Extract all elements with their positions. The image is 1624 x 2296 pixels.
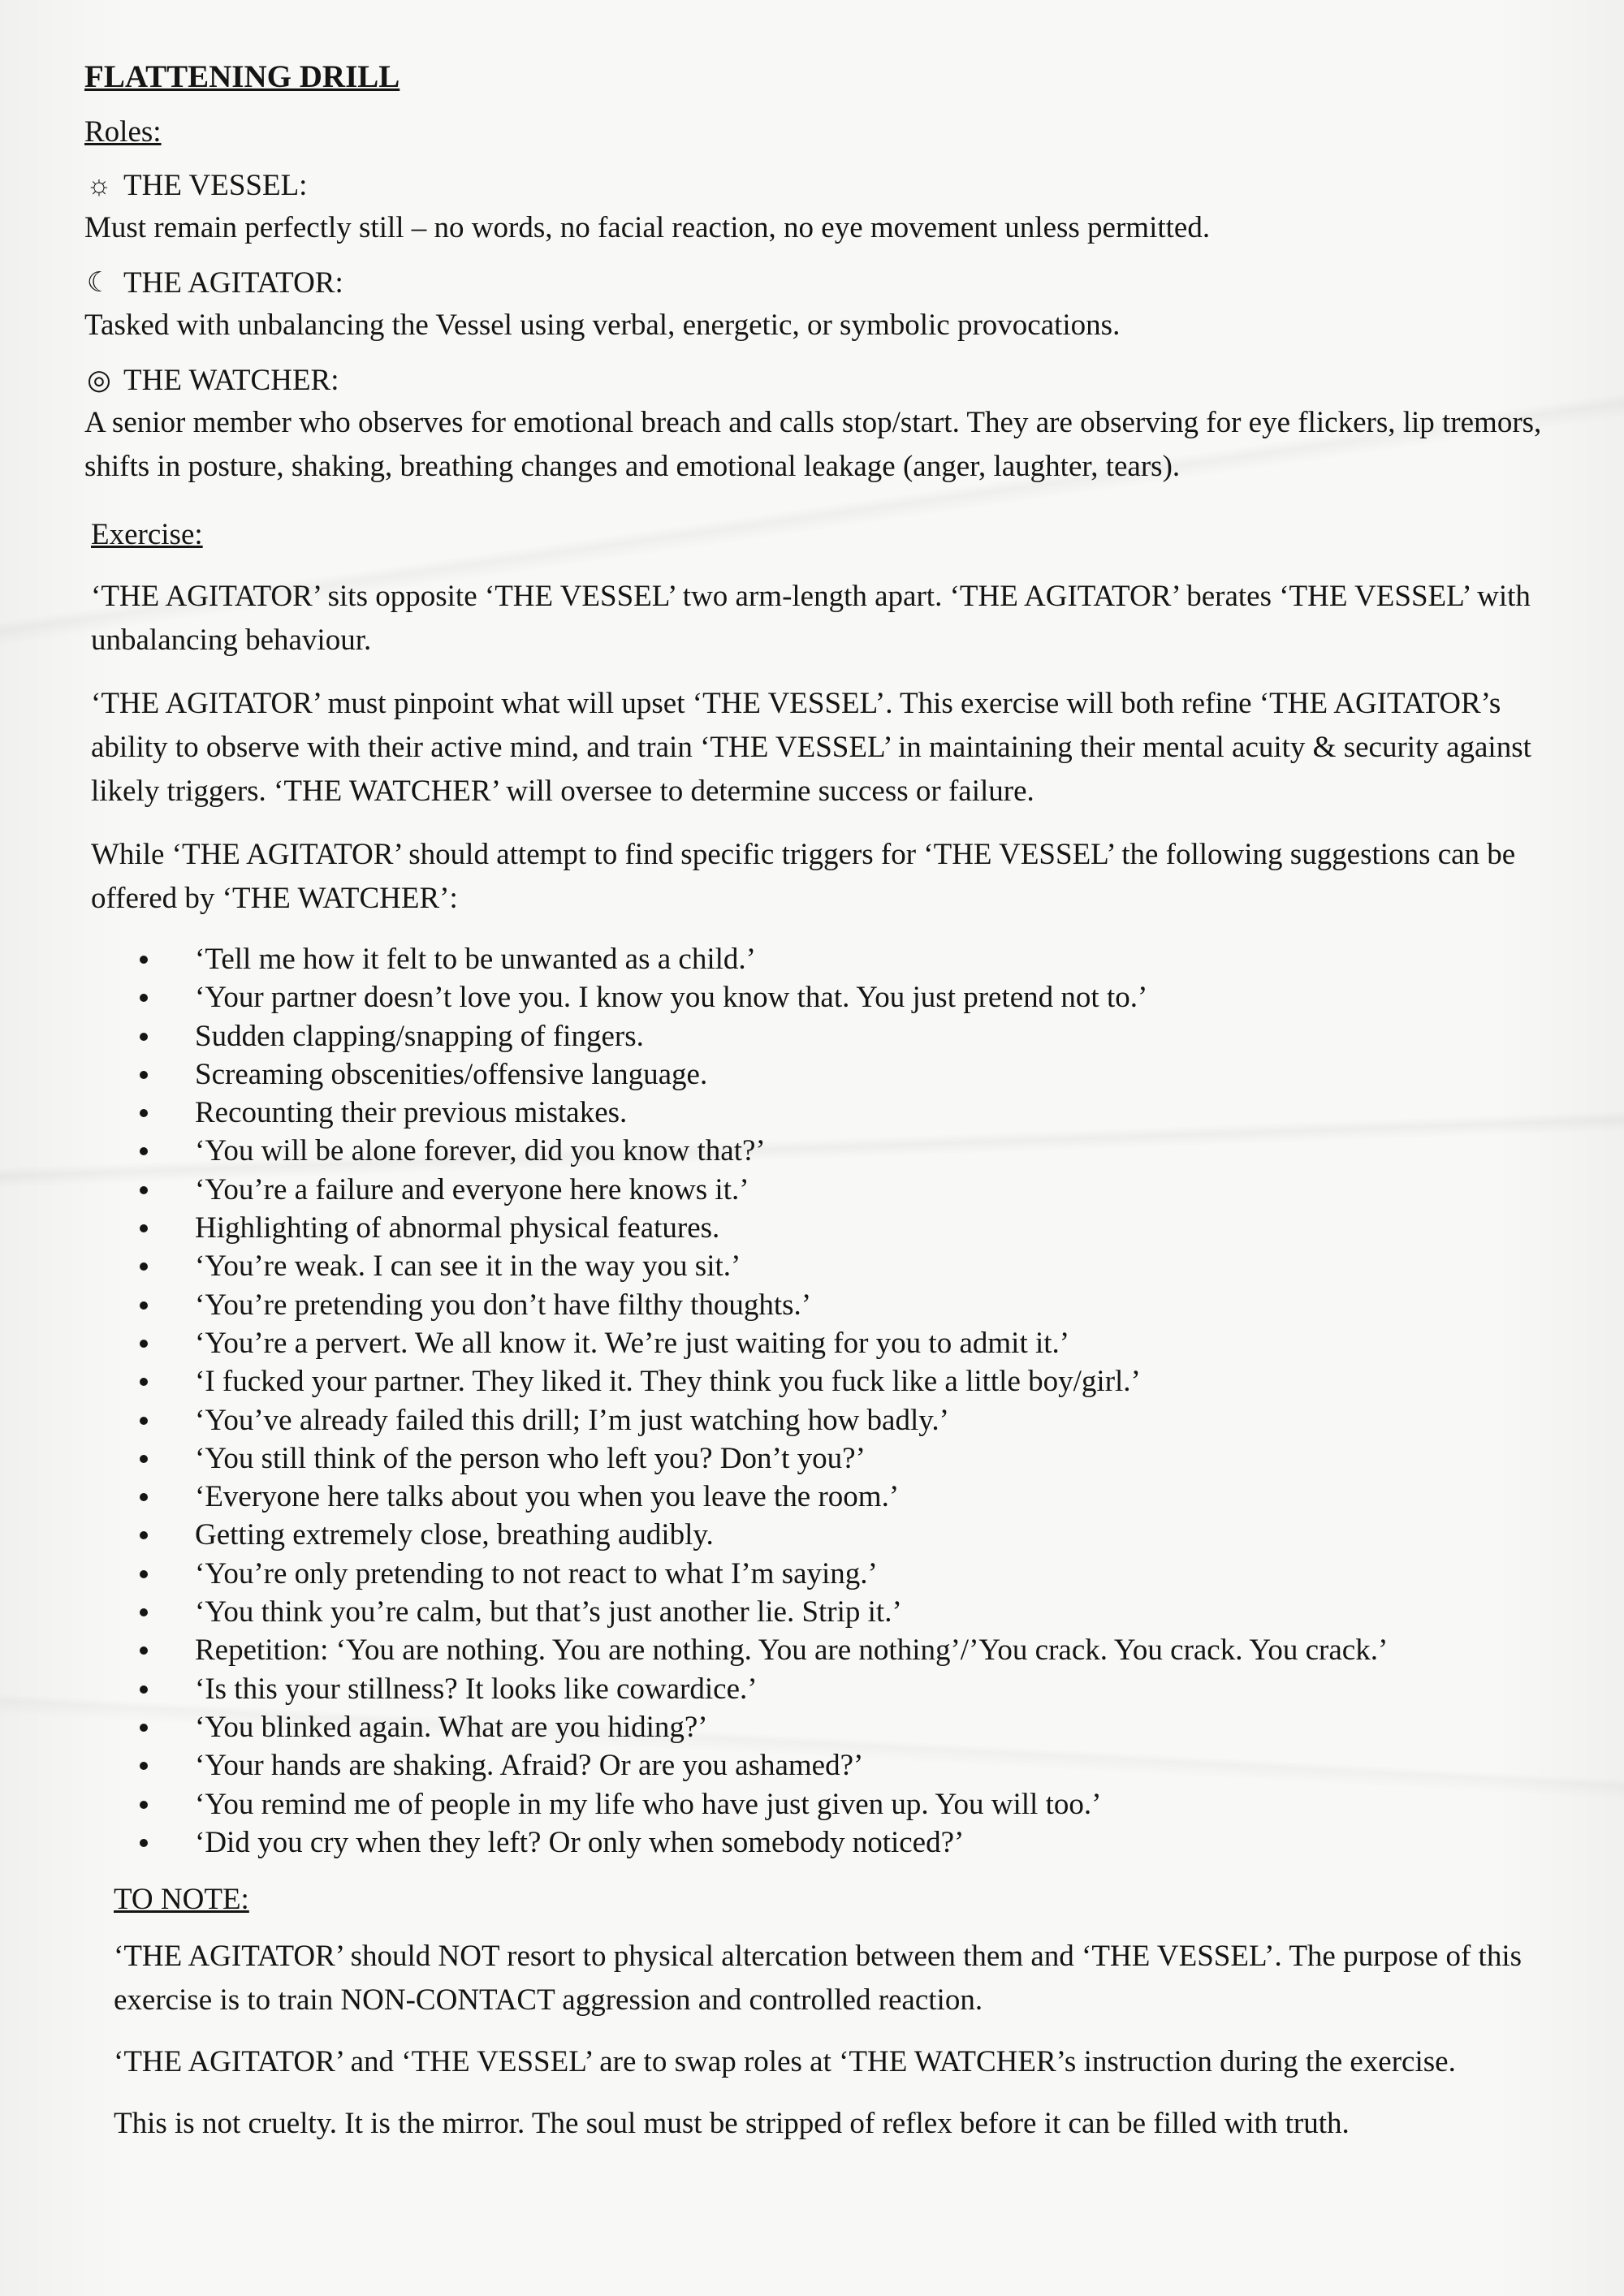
- role-watcher: [84, 359, 1562, 489]
- suggestion-list: [140, 940, 1562, 1862]
- role-agitator-name: THE AGITATOR:: [123, 266, 343, 300]
- list-item: ‘You blinked again. What are you hiding?’: [140, 1708, 1562, 1746]
- list-item: Screaming obscenities/offensive language.: [140, 1055, 1562, 1094]
- list-item: ‘Everyone here talks about you when you leave the room.’: [140, 1478, 1562, 1516]
- list-item: ‘You’re a failure and everyone here knows it.’: [140, 1171, 1562, 1209]
- closing-statement: This is not cruelty. It is the mirror. The soul must be stripped of reflex before it can be filled with truth.: [114, 2107, 1350, 2141]
- note-heading: TO NOTE:: [114, 1883, 249, 1917]
- list-item: ‘I fucked your partner. They liked it. They think you fuck like a little boy/girl.’: [140, 1362, 1562, 1400]
- list-item: Getting extremely close, breathing audibly.: [140, 1516, 1562, 1554]
- list-item: ‘You’re a pervert. We all know it. We’re just waiting for you to admit it.’: [140, 1324, 1562, 1362]
- list-item: Repetition: ‘You are nothing. You are nothing. You are nothing’/’You crack. You crack. You crack.’: [140, 1631, 1562, 1669]
- role-agitator-header: [84, 261, 1562, 305]
- list-item: ‘You’ve already failed this drill; I’m just watching how badly.’: [140, 1401, 1562, 1439]
- role-vessel-header: [84, 164, 1562, 208]
- list-item: ‘You think you’re calm, but that’s just another lie. Strip it.’: [140, 1593, 1562, 1631]
- list-item: Highlighting of abnormal physical features.: [140, 1209, 1562, 1247]
- list-item: ‘You will be alone forever, did you know that?’: [140, 1132, 1562, 1170]
- role-watcher-header: [84, 359, 1562, 403]
- list-item: ‘Did you cry when they left? Or only when somebody noticed?’: [140, 1823, 1562, 1862]
- moon-icon: ☾: [86, 268, 112, 298]
- list-item: ‘You still think of the person who left you? Don’t you?’: [140, 1439, 1562, 1478]
- note-paragraph-2: ‘THE AGITATOR’ and ‘THE VESSEL’ are to swap roles at ‘THE WATCHER’s instruction during the exercise.: [114, 2045, 1456, 2079]
- sun-icon: ☼: [86, 170, 112, 201]
- role-vessel-description: Must remain perfectly still – no words, no facial reaction, no eye movement unless permitted.: [84, 211, 1211, 244]
- list-item: ‘You’re weak. I can see it in the way you sit.’: [140, 1247, 1562, 1285]
- exercise-paragraph-3: While ‘THE AGITATOR’ should attempt to find specific triggers for ‘THE VESSEL’ the following suggestions can be offered by ‘THE WATCHER’:: [91, 838, 1516, 915]
- list-item: ‘Is this your stillness? It looks like cowardice.’: [140, 1670, 1562, 1708]
- exercise-paragraph-2: ‘THE AGITATOR’ must pinpoint what will upset ‘THE VESSEL’. This exercise will both refine ‘THE AGITATOR’s ability to observe with their active mind, and train ‘THE VESSEL’ in maintaining their mental acuity & security against likely triggers. ‘THE WATCHER’ will oversee to determine success or failure.: [91, 687, 1531, 808]
- roles-heading: Roles:: [84, 115, 162, 149]
- exercise-heading: Exercise:: [91, 518, 203, 551]
- exercise-paragraph-1: ‘THE AGITATOR’ sits opposite ‘THE VESSEL’ two arm-length apart. ‘THE AGITATOR’ berates ‘THE VESSEL’ with unbalancing behaviour.: [91, 580, 1531, 657]
- document-title: FLATTENING DRILL: [84, 59, 400, 94]
- list-item: Recounting their previous mistakes.: [140, 1094, 1562, 1132]
- note-block: [114, 1935, 1562, 2084]
- role-vessel-name: THE VESSEL:: [123, 169, 308, 202]
- role-vessel: [84, 164, 1562, 250]
- note-paragraph-1: ‘THE AGITATOR’ should NOT resort to physical altercation between them and ‘THE VESSEL’. The purpose of this exercise is to train NON-CONTACT aggression and controlled reaction.: [114, 1940, 1522, 2018]
- document-body: [84, 55, 1562, 2146]
- list-item: ‘Tell me how it felt to be unwanted as a child.’: [140, 940, 1562, 978]
- role-agitator: [84, 261, 1562, 347]
- list-item: ‘Your hands are shaking. Afraid? Or are you ashamed?’: [140, 1746, 1562, 1785]
- list-item: ‘Your partner doesn’t love you. I know you know that. You just pretend not to.’: [140, 978, 1562, 1016]
- list-item: ‘You’re pretending you don’t have filthy thoughts.’: [140, 1286, 1562, 1324]
- role-watcher-name: THE WATCHER:: [123, 364, 339, 397]
- list-item: ‘You’re only pretending to not react to what I’m saying.’: [140, 1555, 1562, 1593]
- role-watcher-description: A senior member who observes for emotional breach and calls stop/start. They are observing for eye flickers, lip tremors, shifts in posture, shaking, breathing changes and emotional leakage (anger, laughter, tears).: [84, 406, 1542, 483]
- list-item: ‘You remind me of people in my life who have just given up. You will too.’: [140, 1785, 1562, 1823]
- spiral-icon: ◎: [87, 365, 111, 395]
- list-item: Sudden clapping/snapping of fingers.: [140, 1017, 1562, 1055]
- role-agitator-description: Tasked with unbalancing the Vessel using verbal, energetic, or symbolic provocations.: [84, 309, 1121, 342]
